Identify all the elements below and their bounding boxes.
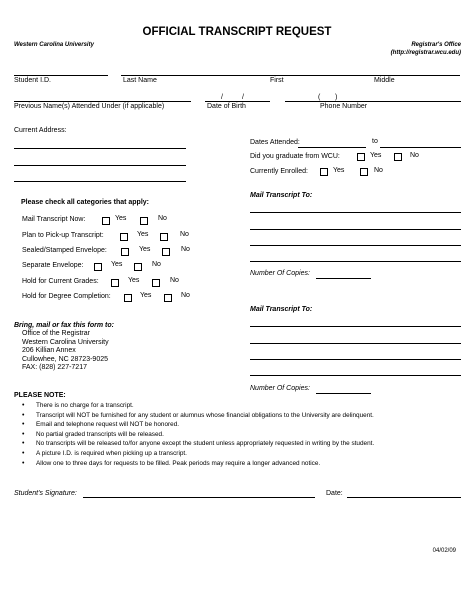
pickup-yes-checkbox[interactable] — [120, 233, 128, 241]
mail-transcript-to-label-2: Mail Transcript To: — [250, 306, 313, 313]
degree-completion-yes-label: Yes — [140, 292, 152, 299]
please-note-list — [22, 401, 374, 468]
registrar-fax: FAX: (828) 227-7217 — [22, 364, 87, 371]
last-name-label: Last Name — [123, 77, 157, 84]
dates-to-field[interactable] — [380, 147, 461, 148]
previous-names-field[interactable] — [14, 101, 191, 102]
graduate-yes-label: Yes — [370, 152, 382, 159]
mail-to-1-line-3[interactable] — [250, 245, 461, 246]
enrolled-yes-checkbox[interactable] — [320, 168, 328, 176]
graduate-label: Did you graduate from WCU: — [250, 153, 340, 160]
please-note-heading: PLEASE NOTE: — [14, 392, 66, 399]
mail-to-2-line-1[interactable] — [250, 326, 461, 327]
degree-completion-no-checkbox[interactable] — [164, 294, 172, 302]
registrar-address-line-4: Cullowhee, NC 28723-9025 — [22, 356, 108, 363]
separate-yes-label: Yes — [111, 261, 123, 268]
sealed-no-label: No — [181, 246, 190, 253]
bring-heading: Bring, mail or fax this form to: — [14, 322, 114, 329]
dob-slash-1: / — [221, 94, 223, 101]
phone-label: Phone Number — [320, 103, 368, 110]
note-item: • A picture I.D. is required when picking up a transcript. — [22, 449, 374, 459]
mail-to-2-line-4[interactable] — [250, 375, 461, 376]
mail-transcript-to-label-1: Mail Transcript To: — [250, 192, 313, 199]
current-grades-yes-checkbox[interactable] — [111, 279, 119, 287]
dob-label: Date of Birth — [207, 103, 246, 110]
mail-now-yes-label: Yes — [115, 215, 127, 222]
copies-label-2: Number Of Copies: — [250, 385, 310, 392]
note-item: • No transcripts will be released to/for anyone except the student unless appropriately requested in writing by the student. — [22, 439, 374, 449]
sealed-no-checkbox[interactable] — [162, 248, 170, 256]
category-label-degree-completion: Hold for Degree Completion: — [22, 293, 111, 300]
mail-to-2-line-2[interactable] — [250, 343, 461, 344]
mail-to-1-line-1[interactable] — [250, 212, 461, 213]
separate-no-label: No — [152, 261, 161, 268]
address-line-2[interactable] — [14, 165, 186, 166]
degree-completion-yes-checkbox[interactable] — [124, 294, 132, 302]
current-grades-no-label: No — [170, 277, 179, 284]
current-address-label: Current Address: — [14, 127, 67, 134]
registrar-address-line-1: Office of the Registrar — [22, 330, 90, 337]
sealed-yes-checkbox[interactable] — [121, 248, 129, 256]
degree-completion-no-label: No — [181, 292, 190, 299]
graduate-no-checkbox[interactable] — [394, 153, 402, 161]
first-name-label: First — [270, 77, 284, 84]
category-label-mail-now: Mail Transcript Now: — [22, 216, 86, 223]
signature-field[interactable] — [83, 497, 315, 498]
enrolled-no-label: No — [374, 167, 383, 174]
phone-field[interactable] — [285, 101, 461, 102]
signature-label: Student's Signature: — [14, 490, 77, 497]
categories-heading: Please check all categories that apply: — [21, 199, 150, 206]
sealed-yes-label: Yes — [139, 246, 151, 253]
address-line-1[interactable] — [14, 148, 186, 149]
form-revision-date: 04/02/09 — [432, 548, 456, 554]
copies-field-2[interactable] — [316, 393, 371, 394]
phone-paren-close: ) — [335, 94, 338, 101]
name-field[interactable] — [121, 75, 460, 76]
enrolled-yes-label: Yes — [333, 167, 345, 174]
student-id-field[interactable] — [14, 75, 108, 76]
registrar-address-line-2: Western Carolina University — [22, 339, 109, 346]
pickup-no-checkbox[interactable] — [160, 233, 168, 241]
dob-slash-2: / — [242, 94, 244, 101]
form-title: OFFICIAL TRANSCRIPT REQUEST — [142, 26, 332, 38]
mail-now-yes-checkbox[interactable] — [102, 217, 110, 225]
mail-to-1-line-4[interactable] — [250, 261, 461, 262]
date-label: Date: — [326, 490, 343, 497]
mail-to-2-line-3[interactable] — [250, 359, 461, 360]
category-label-sealed: Sealed/Stamped Envelope: — [22, 247, 107, 254]
pickup-no-label: No — [180, 231, 189, 238]
registrar-address-line-3: 206 Killian Annex — [22, 347, 76, 354]
separate-no-checkbox[interactable] — [134, 263, 142, 271]
note-item: • No partial graded transcripts will be released. — [22, 430, 374, 440]
mail-to-1-line-2[interactable] — [250, 229, 461, 230]
dates-from-field[interactable] — [298, 147, 366, 148]
signature-date-field[interactable] — [347, 497, 461, 498]
address-line-3[interactable] — [14, 181, 186, 182]
dob-field[interactable] — [205, 101, 270, 102]
dates-to-label: to — [372, 138, 378, 145]
middle-name-label: Middle — [374, 77, 395, 84]
copies-label-1: Number Of Copies: — [250, 270, 310, 277]
separate-yes-checkbox[interactable] — [94, 263, 102, 271]
category-label-separate: Separate Envelope: — [22, 262, 84, 269]
enrolled-no-checkbox[interactable] — [360, 168, 368, 176]
registrar-url: (http://registrar.wcu.edu) — [390, 50, 461, 56]
note-item: • Allow one to three days for requests to be filled. Peak periods may require a longer advanced notice. — [22, 459, 374, 469]
registrar-office: Registrar's Office — [411, 42, 461, 48]
category-label-current-grades: Hold for Current Grades: — [22, 278, 99, 285]
student-id-label: Student I.D. — [14, 77, 51, 84]
category-label-pickup: Plan to Pick-up Transcript: — [22, 232, 104, 239]
note-item: • Transcript will NOT be furnished for any student or alumnus whose financial obligations to the University are delinquent. — [22, 411, 374, 421]
graduate-no-label: No — [410, 152, 419, 159]
note-item: • Email and telephone request will NOT be honored. — [22, 420, 374, 430]
phone-paren-open: ( — [318, 94, 321, 101]
university-name: Western Carolina University — [14, 42, 94, 48]
mail-now-no-label: No — [158, 215, 167, 222]
current-grades-yes-label: Yes — [128, 277, 140, 284]
current-grades-no-checkbox[interactable] — [152, 279, 160, 287]
enrolled-label: Currently Enrolled: — [250, 168, 308, 175]
pickup-yes-label: Yes — [137, 231, 149, 238]
copies-field-1[interactable] — [316, 278, 371, 279]
dates-attended-label: Dates Attended: — [250, 139, 300, 146]
note-item: • There is no charge for a transcript. — [22, 401, 374, 411]
mail-now-no-checkbox[interactable] — [140, 217, 148, 225]
previous-names-label: Previous Name(s) Attended Under (if applicable) — [14, 103, 165, 110]
graduate-yes-checkbox[interactable] — [357, 153, 365, 161]
